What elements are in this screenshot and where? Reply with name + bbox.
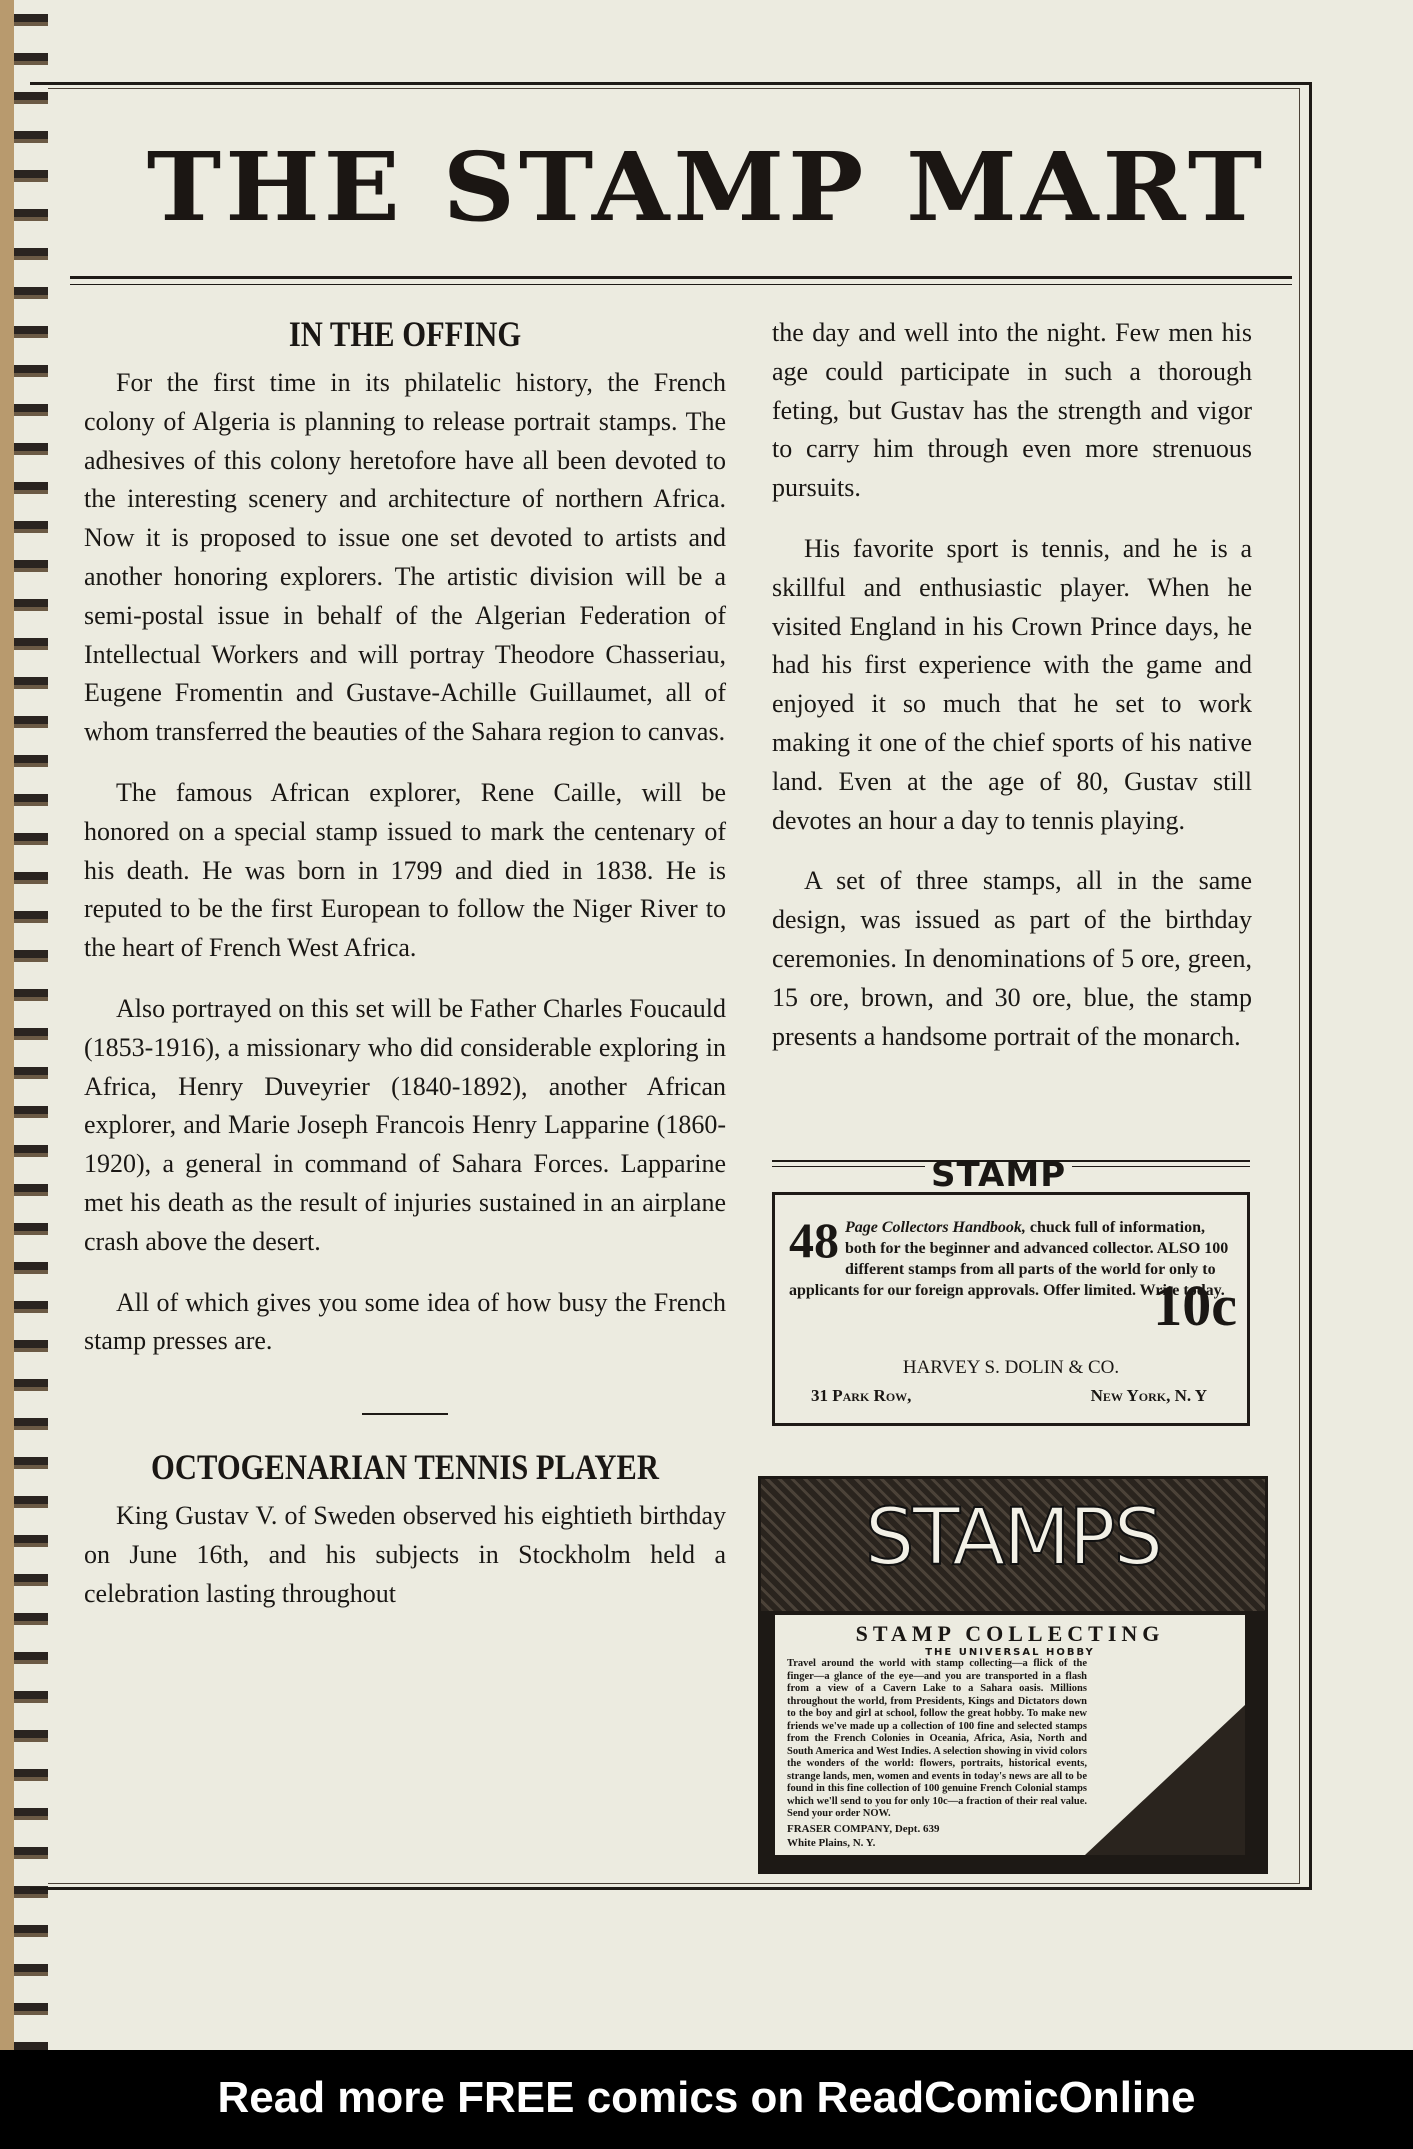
ad-number: 48 — [789, 1212, 839, 1268]
ad-italic-text: Page Collectors Handbook, — [845, 1219, 1026, 1236]
stamp-handbook-ad — [772, 1155, 1250, 1426]
ad-address — [811, 1385, 1207, 1406]
article-heading: OCTOGENARIAN TENNIS PLAYER — [151, 1447, 659, 1488]
title-rule-top — [70, 276, 1292, 279]
ad-banner — [761, 1479, 1265, 1611]
ad-city: White Plains, N. Y. — [787, 1836, 876, 1849]
article-paragraph: Also portrayed on this set will be Father Charles Foucauld (1853-1916), a missionary who did considerable exploring in Africa, Henry Duveyrier (1840-1892), another African explorer, and Marie Joseph Francois Henry Lapparine (1860-1920), a general in command of Sahara Forces. Lapparine met his death as the result of injuries sustained in an airplane crash above the desert. — [84, 993, 726, 1256]
ad-logo: STAMPS — [864, 1493, 1162, 1583]
ad-street: 31 Park Row, — [811, 1386, 912, 1405]
section-divider — [362, 1413, 448, 1415]
article-paragraph: King Gustav V. of Sweden observed his eightieth birthday on June 16th, and his subjects in Stockholm held a celebration lasting throughout — [84, 1501, 726, 1608]
article-paragraph: the day and well into the night. Few men his age could participate in such a thorough feting, but Gustav has the strength and vigor to carry him through even more strenuous pursuits. — [772, 318, 1252, 503]
footer-banner[interactable]: Read more FREE comics on ReadComicOnline — [0, 2050, 1413, 2149]
ad-company: HARVEY S. DOLIN & CO. — [902, 1357, 1120, 1378]
pyramid-stamp-image — [1085, 1705, 1245, 1855]
article-paragraph: For the first time in its philatelic history, the French colony of Algeria is planning to release portrait stamps. The adhesives of this colony heretofore have all been devoted to the interesting scenery and architecture of northern Africa. Now it is proposed to issue one set devoted to artists and another honoring explorers. The artistic division will be a semi-postal issue in behalf of the Algerian Federation of Intellectual Workers and will portray Theodore Chasseriau, Eugene Fromentin and Gustave-Achille Guillaumet, all of whom transferred the beauties of the Sahara region to canvas. — [84, 368, 726, 747]
article-paragraph: His favorite sport is tennis, and he is a skillful and enthusiastic player. When he visited England in his Crown Prince days, he had his first experience with the game and enjoyed it so much that he set to work making it one of the chief sports of his native land. Even at the age of 80, Gustav still devotes an hour a day to tennis playing. — [772, 533, 1252, 835]
page-title: THE STAMP MART — [146, 130, 1267, 244]
ad-text: chuck full of information, both for the beginner and advanced collector. ALSO 100 different stamps from all parts of the world for only to applicants for our foreign approvals. Offer limited. Write today. — [789, 1219, 1229, 1299]
ad-body — [775, 1615, 1245, 1855]
article-heading: IN THE OFFING — [288, 314, 522, 354]
ad-subhead: THE UNIVERSAL HOBBY — [925, 1647, 1095, 1658]
left-column — [84, 312, 726, 1636]
right-column — [772, 314, 1252, 1078]
article-paragraph: A set of three stamps, all in the same design, was issued as part of the birthday ceremonies. In denominations of 5 ore, green, 15 ore, brown, and 30 ore, blue, the stamp presents a handsome portrait of the monarch. — [772, 866, 1252, 1051]
ad-city: New York, N. Y — [1090, 1386, 1207, 1405]
ad-headline: STAMP COLLECTING — [855, 1621, 1165, 1646]
article-paragraph: All of which gives you some idea of how busy the French stamp presses are. — [84, 1287, 726, 1356]
stamp-collecting-ad — [758, 1476, 1268, 1874]
article-paragraph: The famous African explorer, Rene Caille, will be honored on a special stamp issued to mark the centenary of his death. He was born in 1799 and died in 1838. He is reputed to be the first European to follow the Niger River to the heart of French West Africa. — [84, 777, 726, 963]
ad-price: 10c — [1153, 1273, 1237, 1338]
ad-company: FRASER COMPANY, Dept. 639 — [787, 1822, 940, 1835]
title-rule-bottom — [70, 284, 1292, 285]
ad-text: Travel around the world with stamp collecting—a flick of the finger—a glance of the eye—and you are transported in a flash from a view of a Cavern Lake to a Sahara oasis. Millions throughout the world, from Presidents, Kings and Dictators down to the boy and girl at school, follow the great hobby. To make new friends we've made up a collection of 100 fine and selected stamps from the French Colonies in Oceania, Africa, Asia, North and South America and West Indies. A selection showing in vivid colors the wonders of the world: flowers, portraits, historical events, strange lands, men, women and events in today's news are all to be found in this fine collection of 100 genuine French Colonial stamps which we'll send to you for only 10c—a fraction of their real value. Send your order NOW. — [787, 1658, 1087, 1819]
ad-headline: STAMP — [925, 1165, 1072, 1186]
